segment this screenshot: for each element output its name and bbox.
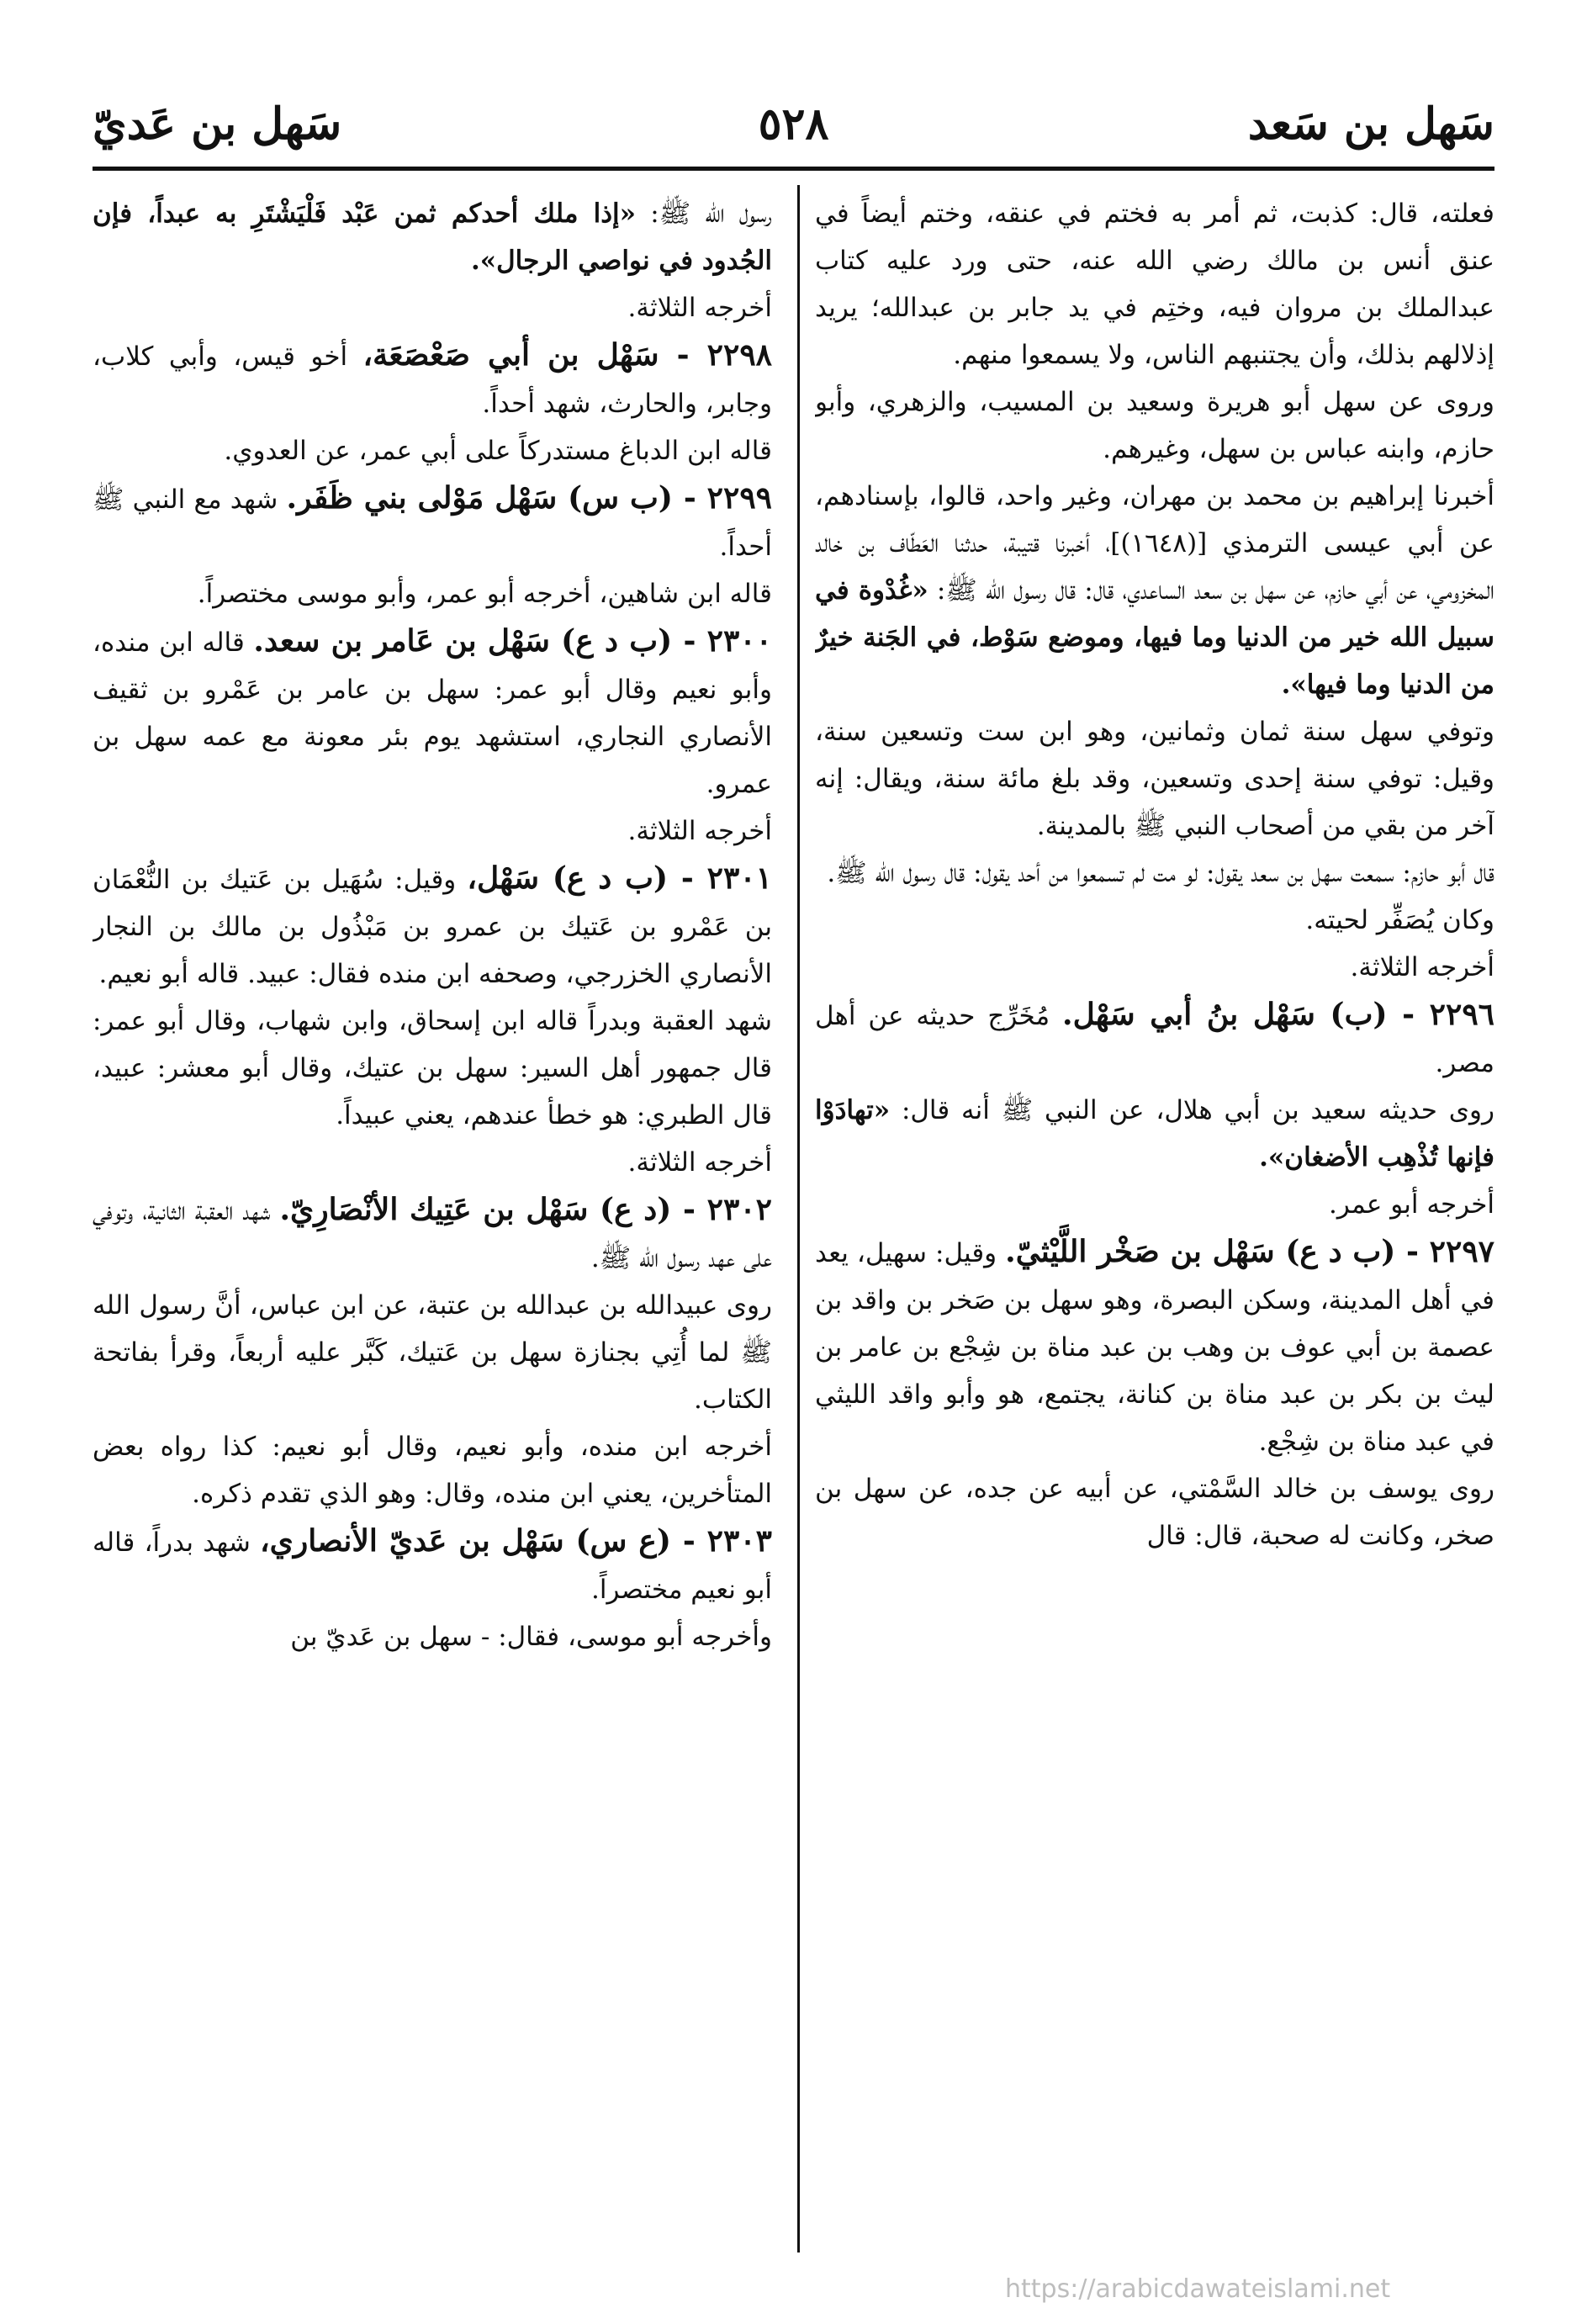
paragraph: وتوفي سهل سنة ثمان وثمانين، وهو ابن ست وتسعين سنة، وقيل: توفي سنة إحدى وتسعين، وقد بلغ مائة سنة، ويقال: إنه آخر من بقي من أصحاب النبي ﷺ بالمدينة. xyxy=(815,717,1494,841)
watermark-url: https://arabicdawateislami.net xyxy=(1005,2274,1391,2304)
isnad-text: روى حديثه سعيد بن أبي هلال، عن النبي ﷺ أنه قال: xyxy=(890,1095,1494,1125)
entry-text: مُخَرِّج حديثه عن أهل مصر. xyxy=(815,1001,1494,1078)
isnad-text: رسول الله ﷺ: xyxy=(636,199,772,229)
entry-heading: ٢٢٩٧ - (ب د ع) سَهْل بن صَخْر اللَّيْثيّ. xyxy=(1005,1234,1494,1269)
paragraph: قاله ابن الدباغ مستدركاً على أبي عمر، عن العدوي. xyxy=(224,436,772,466)
entry-2299 xyxy=(93,474,772,570)
entry-2296 xyxy=(815,991,1494,1087)
paragraph: روى عبيدالله بن عبدالله بن عتبة، عن ابن عباس، أنَّ رسول الله ﷺ لما أُتِي بجنازة سهل بن عَتيك، كَبَّر عليه أربعاً، وقرأ بفاتحة الكتاب. xyxy=(93,1290,772,1415)
paragraph: شهد العقبة وبدراً قاله ابن إسحاق، وابن شهاب، وقال أبو عمر: قال جمهور أهل السير: سهل بن عتيك، وقال أبو معشر: عبيد، قال الطبري: هو خطأ عندهم، يعني عبيداً. xyxy=(93,1006,772,1130)
isnad-text: أخبرنا إبراهيم بن محمد بن مهران، وغير واحد، قالوا، بإسنادهم، عن أبي عيسى الترمذي [(١٦٤٨)]، أخبرنا قتيبة، حدثنا العَطّاف بن خالد المخزومي، عن أبي حازم، عن سهل بن سعد الساعدي، قال: قال رسول الله ﷺ: xyxy=(815,481,1494,606)
paragraph: أخرجه الثلاثة. xyxy=(627,816,772,846)
paragraph: أخرجه ابن منده، وأبو نعيم، وقال أبو نعيم: كذا رواه بعض المتأخرين، يعني ابن منده، وقال: وهو الذي تقدم ذكره. xyxy=(93,1432,772,1509)
entry-2298 xyxy=(93,331,772,427)
running-title-right: سَهل بن سَعد xyxy=(1247,98,1494,150)
hadith-text: «غُدْوة في سبيل الله خير من الدنيا وما فيها، وموضع سَوْط، في الجَنة خيرٌ من الدنيا وما فيها». xyxy=(815,575,1494,700)
paragraph: وأخرجه أبو موسى، فقال: - سهل بن عَديّ بن xyxy=(290,1622,772,1652)
entry-heading: ٢٣٠١ - (ب د ع) سَهْل، xyxy=(467,860,772,896)
paragraph: قاله ابن شاهين، أخرجه أبو عمر، وأبو موسى مختصراً. xyxy=(197,579,772,609)
paragraph: أخرجه الثلاثة. xyxy=(1350,952,1494,982)
entry-text: شهد مع النبي ﷺ أحداً. xyxy=(93,484,772,562)
entry-heading: ٢٣٠٣ - (ع س) سَهْل بن عَديّ الأنصاري، xyxy=(260,1523,772,1559)
entry-text: أخو قيس، وأبي كلاب، وجابر، والحارث، شهد أحداً. xyxy=(93,341,772,419)
entry-heading: ٢٢٩٦ - (ب) سَهْل بنُ أبي سَهْل. xyxy=(1062,997,1494,1032)
paragraph: وكان يُصَفِّر لحيته. xyxy=(1305,905,1494,935)
right-column xyxy=(815,190,1494,2268)
entry-2303 xyxy=(93,1517,772,1613)
paragraph: أخرجه أبو عمر. xyxy=(1328,1189,1494,1220)
hadith-text: «إذا ملك أحدكم ثمن عَبْد فَلْيَشْتَرِ به عبداً، فإن الجُدود في نواصي الرجال». xyxy=(93,199,772,276)
paragraph xyxy=(93,190,772,284)
paragraph: وروى عن سهل أبو هريرة وسعيد بن المسيب، والزهري، وأبو حازم، وابنه عباس بن سهل، وغيرهم. xyxy=(815,387,1494,464)
paragraph xyxy=(815,473,1494,708)
entry-heading: ٢٣٠٠ - (ب د ع) سَهْل بن عَامر بن سعد. xyxy=(253,623,772,659)
page-header xyxy=(93,91,1494,158)
entry-heading: ٢٣٠٢ - (د ع) سَهْل بن عَتِيك الأنْصَارِيّ. xyxy=(279,1192,772,1227)
paragraph: روى يوسف بن خالد السَّمْتي، عن أبيه عن جده، عن سهل بن صخر، وكانت له صحبة، قال: قال xyxy=(815,1474,1494,1551)
entry-2297 xyxy=(815,1228,1494,1465)
page-number: ٥٢٨ xyxy=(758,98,829,150)
entry-text: وقيل: سهيل، يعد في أهل المدينة، وسكن البصرة، وهو سهل بن صَخر بن واقد بن عصمة بن أبي عوف بن وهب بن عبد مناة بن شِجْع بن عامر بن ليث بن بكر بن عبد مناة بن كنانة، يجتمع، هو وأبو واقد الليثي في عبد مناة بن شِجْع. xyxy=(815,1238,1494,1457)
entry-text: شهد بدراً، قاله أبو نعيم مختصراً. xyxy=(93,1527,772,1605)
entry-heading: ٢٢٩٨ - سَهْل بن أبي صَعْصَعَة، xyxy=(362,337,772,373)
entry-2300 xyxy=(93,617,772,807)
paragraph: أخرجه الثلاثة. xyxy=(627,293,772,323)
entry-text: وقيل: سُهَيل بن عَتيك بن النُّعْمَان بن عَمْرو بن عَتيك بن عمرو بن مَبْذُول بن مالك بن النجار الأنصاري الخزرجي، وصحفه ابن منده فقال: عبيد. قاله أبو نعيم. xyxy=(93,865,772,989)
left-column xyxy=(93,190,772,2268)
paragraph: فعلته، قال: كذبت، ثم أمر به فختم في عنقه، وختم أيضاً في عنق أنس بن مالك رضي الله عنه، حتى ورد عليه كتاب عبدالملك بن مروان فيه، وختِم في يد جابر بن عبدالله؛ يريد إذلالهم بذلك، وأن يجتنبهم الناس، ولا يسمعوا منهم. xyxy=(815,199,1494,370)
entry-text: شهد العقبة الثانية، وتوفي على عهد رسول الله ﷺ. xyxy=(93,1196,772,1273)
running-title-left: سَهل بن عَديّ xyxy=(93,98,342,150)
paragraph: أخرجه الثلاثة. xyxy=(627,1147,772,1178)
header-rule xyxy=(93,167,1494,171)
entry-text: قاله ابن منده، وأبو نعيم وقال أبو عمر: سهل بن عامر بن عَمْرو بن ثقيف الأنصاري النجاري، استشهد يوم بئر معونة مع عمه سهل بن عمرو. xyxy=(93,627,772,799)
paragraph xyxy=(815,1087,1494,1181)
entry-2301 xyxy=(93,855,772,998)
entry-2302 xyxy=(93,1186,772,1282)
column-divider xyxy=(797,185,800,2253)
hadith-text: «تهادَوْا فإنها تُذْهِب الأضغان». xyxy=(815,1095,1494,1173)
entry-heading: ٢٢٩٩ - (ب س) سَهْل مَوْلى بني ظَفَر. xyxy=(286,480,772,516)
paragraph: قال أبو حازم: سمعت سهل بن سعد يقول: لو مت لم تسمعوا من أحد يقول: قال رسول الله ﷺ. xyxy=(827,858,1494,888)
